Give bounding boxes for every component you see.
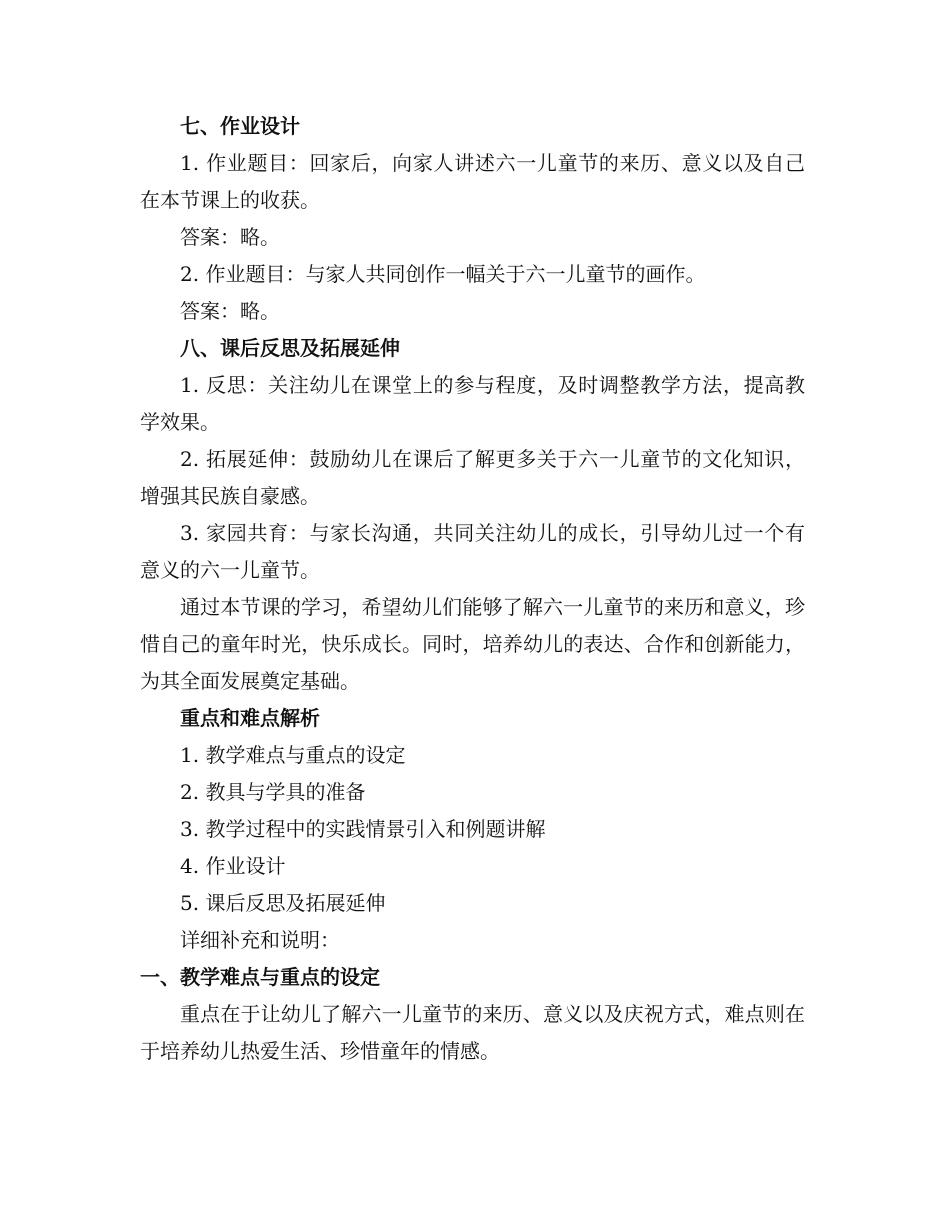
document-page xyxy=(140,108,805,1070)
analysis-heading: 重点和难点解析 xyxy=(180,706,320,730)
homework-answer-1: 答案：略。 xyxy=(180,225,280,249)
detail-body-1: 重点在于让幼儿了解六一儿童节的来历、意义以及庆祝方式，难点则在于培养幼儿热爱生活、珍惜童年的情感。 xyxy=(140,1002,805,1063)
homework-item-1: 1. 作业题目：回家后，向家人讲述六一儿童节的来历、意义以及自己在本节课上的收获。 xyxy=(140,151,805,212)
reflection-item-1: 1. 反思：关注幼儿在课堂上的参与程度，及时调整教学方法，提高教学效果。 xyxy=(140,373,805,434)
reflection-item-2: 2. 拓展延伸：鼓励幼儿在课后了解更多关于六一儿童节的文化知识，增强其民族自豪感。 xyxy=(140,447,805,508)
homework-answer-2: 答案：略。 xyxy=(180,299,280,323)
reflection-item-3: 3. 家园共育：与家长沟通，共同关注幼儿的成长，引导幼儿过一个有意义的六一儿童节。 xyxy=(140,521,805,582)
analysis-item-3: 3. 教学过程中的实践情景引入和例题讲解 xyxy=(180,817,546,841)
analysis-item-1: 1. 教学难点与重点的设定 xyxy=(180,743,406,767)
analysis-item-5: 5. 课后反思及拓展延伸 xyxy=(180,891,386,915)
section-heading-homework: 七、作业设计 xyxy=(180,114,300,138)
lesson-summary: 通过本节课的学习，希望幼儿们能够了解六一儿童节的来历和意义，珍惜自己的童年时光，快乐成长。同时，培养幼儿的表达、合作和创新能力，为其全面发展奠定基础。 xyxy=(140,595,805,693)
detail-heading-1: 一、教学难点与重点的设定 xyxy=(140,965,380,989)
analysis-item-4: 4. 作业设计 xyxy=(180,854,286,878)
section-heading-reflection: 八、课后反思及拓展延伸 xyxy=(180,336,400,360)
detail-intro: 详细补充和说明： xyxy=(180,928,340,952)
analysis-item-2: 2. 教具与学具的准备 xyxy=(180,780,366,804)
homework-item-2: 2. 作业题目：与家人共同创作一幅关于六一儿童节的画作。 xyxy=(180,262,706,286)
